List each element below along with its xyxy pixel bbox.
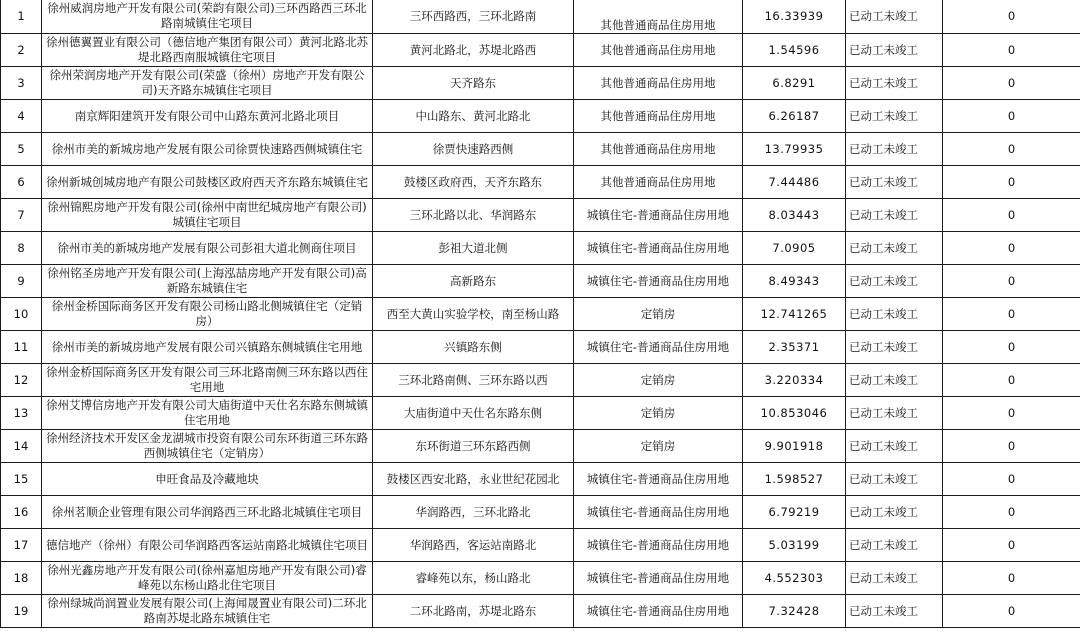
- land-use-cell: 城镇住宅-普通商品住房用地: [574, 232, 743, 265]
- location-cell: 华润路西，客运站南路北: [373, 529, 574, 562]
- row-number-cell: 7: [1, 199, 42, 232]
- value-cell: 0: [943, 232, 1080, 265]
- location-cell: 彭祖大道北侧: [373, 232, 574, 265]
- area-cell: 8.03443: [743, 199, 846, 232]
- table-row: [1, 133, 1080, 166]
- area-cell: 2.35371: [743, 331, 846, 364]
- value-cell: 0: [943, 100, 1080, 133]
- land-use-cell: 定销房: [574, 298, 743, 331]
- project-name-cell: 徐州茗顺企业管理有限公司华润路西三环北路北城镇住宅项目: [42, 496, 373, 529]
- project-name-cell: 徐州金桥国际商务区开发有限公司杨山路北侧城镇住宅（定销房）: [42, 298, 373, 331]
- value-cell: 0: [943, 397, 1080, 430]
- area-cell: 9.901918: [743, 430, 846, 463]
- table-row: [1, 265, 1080, 298]
- table-row: [1, 0, 1080, 34]
- row-number-cell: 15: [1, 463, 42, 496]
- land-use-cell: 其他普通商品住房用地: [574, 166, 743, 199]
- row-number-cell: 8: [1, 232, 42, 265]
- location-cell: 睿峰苑以东，杨山路北: [373, 562, 574, 595]
- land-use-cell: 城镇住宅-普通商品住房用地: [574, 496, 743, 529]
- project-name-cell: 南京辉阳建筑开发有限公司中山路东黄河北路北项目: [42, 100, 373, 133]
- table-row: [1, 232, 1080, 265]
- status-cell: 已动工未竣工: [846, 430, 943, 463]
- row-number-cell: 12: [1, 364, 42, 397]
- area-cell: 6.79219: [743, 496, 846, 529]
- status-cell: 已动工未竣工: [846, 595, 943, 628]
- row-number-cell: 6: [1, 166, 42, 199]
- value-cell: 0: [943, 67, 1080, 100]
- value-cell: 0: [943, 265, 1080, 298]
- status-cell: 已动工未竣工: [846, 232, 943, 265]
- location-cell: 兴镇路东侧: [373, 331, 574, 364]
- location-cell: 黄河北路北，苏堤北路西: [373, 34, 574, 67]
- project-name-cell: 徐州铭圣房地产开发有限公司(上海泓喆房地产开发有限公司)高新路东城镇住宅: [42, 265, 373, 298]
- status-cell: 已动工未竣工: [846, 529, 943, 562]
- location-cell: 三环北路以北、华润路东: [373, 199, 574, 232]
- location-cell: 三环西路西，三环北路南: [373, 0, 574, 34]
- value-cell: 0: [943, 166, 1080, 199]
- row-number-cell: 11: [1, 331, 42, 364]
- land-use-cell: 城镇住宅-普通商品住房用地: [574, 199, 743, 232]
- land-use-cell: 定销房: [574, 430, 743, 463]
- value-cell: 0: [943, 529, 1080, 562]
- status-cell: 已动工未竣工: [846, 0, 943, 34]
- project-name-cell: 徐州市美的新城房地产发展有限公司彭祖大道北侧商住项目: [42, 232, 373, 265]
- location-cell: 三环北路南侧、三环东路以西: [373, 364, 574, 397]
- row-number-cell: 2: [1, 34, 42, 67]
- table-row: [1, 496, 1080, 529]
- location-cell: 东环街道三环东路西侧: [373, 430, 574, 463]
- table-row: [1, 397, 1080, 430]
- row-number-cell: 9: [1, 265, 42, 298]
- row-number-cell: 4: [1, 100, 42, 133]
- table-row: [1, 331, 1080, 364]
- status-cell: 已动工未竣工: [846, 34, 943, 67]
- status-cell: 已动工未竣工: [846, 199, 943, 232]
- area-cell: 7.32428: [743, 595, 846, 628]
- value-cell: 0: [943, 430, 1080, 463]
- land-use-cell: 城镇住宅-普通商品住房用地: [574, 463, 743, 496]
- area-cell: 3.220334: [743, 364, 846, 397]
- project-name-cell: 德信地产（徐州）有限公司华润路西客运站南路北城镇住宅项目: [42, 529, 373, 562]
- project-name-cell: 徐州新城创城房地产有限公司鼓楼区政府西天齐东路东城镇住宅: [42, 166, 373, 199]
- area-cell: 10.853046: [743, 397, 846, 430]
- area-cell: 1.598527: [743, 463, 846, 496]
- table-row: [1, 67, 1080, 100]
- area-cell: 1.54596: [743, 34, 846, 67]
- value-cell: 0: [943, 496, 1080, 529]
- value-cell: 0: [943, 298, 1080, 331]
- table-row: [1, 199, 1080, 232]
- value-cell: 0: [943, 199, 1080, 232]
- row-number-cell: 14: [1, 430, 42, 463]
- table-row: [1, 430, 1080, 463]
- location-cell: 鼓楼区西安北路，永业世纪花园北: [373, 463, 574, 496]
- table-row: [1, 298, 1080, 331]
- land-use-cell: 城镇住宅-普通商品住房用地: [574, 265, 743, 298]
- area-cell: 12.741265: [743, 298, 846, 331]
- project-name-cell: 徐州威润房地产开发有限公司(荣韵有限公司)三环西路西三环北路南城镇住宅项目: [42, 0, 373, 34]
- row-number-cell: 18: [1, 562, 42, 595]
- status-cell: 已动工未竣工: [846, 298, 943, 331]
- location-cell: 西至大黄山实验学校，南至杨山路: [373, 298, 574, 331]
- value-cell: 0: [943, 133, 1080, 166]
- table-row: [1, 166, 1080, 199]
- value-cell: 0: [943, 34, 1080, 67]
- row-number-cell: 1: [1, 0, 42, 34]
- row-number-cell: 17: [1, 529, 42, 562]
- land-use-cell: 城镇住宅-普通商品住房用地: [574, 529, 743, 562]
- table-row: [1, 562, 1080, 595]
- status-cell: 已动工未竣工: [846, 265, 943, 298]
- location-cell: 华润路西，三环北路北: [373, 496, 574, 529]
- land-use-cell: 定销房: [574, 397, 743, 430]
- status-cell: 已动工未竣工: [846, 100, 943, 133]
- land-use-cell: 其他普通商品住房用地: [574, 133, 743, 166]
- project-name-cell: 徐州绿城尚润置业发展有限公司(上海闻晟置业有限公司)二环北路南苏堤北路东城镇住宅: [42, 595, 373, 628]
- status-cell: 已动工未竣工: [846, 166, 943, 199]
- value-cell: 0: [943, 331, 1080, 364]
- value-cell: 0: [943, 463, 1080, 496]
- project-name-cell: 徐州荣润房地产开发有限公司(荣盛（徐州）房地产开发有限公司)天齐路东城镇住宅项目: [42, 67, 373, 100]
- area-cell: 16.33939: [743, 0, 846, 34]
- location-cell: 鼓楼区政府西，天齐东路东: [373, 166, 574, 199]
- area-cell: 6.26187: [743, 100, 846, 133]
- area-cell: 7.0905: [743, 232, 846, 265]
- row-number-cell: 13: [1, 397, 42, 430]
- project-name-cell: 徐州艾博信房地产开发有限公司大庙街道中天仕名东路东侧城镇住宅用地: [42, 397, 373, 430]
- status-cell: 已动工未竣工: [846, 133, 943, 166]
- area-cell: 13.79935: [743, 133, 846, 166]
- row-number-cell: 19: [1, 595, 42, 628]
- table-row: [1, 463, 1080, 496]
- project-name-cell: 徐州光鑫房地产开发有限公司(徐州嘉旭房地产开发有限公司)睿峰苑以东杨山路北住宅项目: [42, 562, 373, 595]
- row-number-cell: 5: [1, 133, 42, 166]
- land-use-cell: 其他普通商品住房用地: [574, 67, 743, 100]
- land-use-cell: 其他普通商品住房用地: [574, 34, 743, 67]
- land-use-cell: 其他普通商品住房用地: [574, 100, 743, 133]
- table-row: [1, 529, 1080, 562]
- row-number-cell: 10: [1, 298, 42, 331]
- project-name-cell: 徐州金桥国际商务区开发有限公司三环北路南侧三环东路以西住宅用地: [42, 364, 373, 397]
- land-use-cell: 定销房: [574, 364, 743, 397]
- project-name-cell: 徐州市美的新城房地产发展有限公司徐贾快速路西侧城镇住宅: [42, 133, 373, 166]
- area-cell: 6.8291: [743, 67, 846, 100]
- location-cell: 徐贾快速路西侧: [373, 133, 574, 166]
- status-cell: 已动工未竣工: [846, 364, 943, 397]
- row-number-cell: 3: [1, 67, 42, 100]
- land-use-cell: 城镇住宅-普通商品住房用地: [574, 331, 743, 364]
- land-use-cell: 城镇住宅-普通商品住房用地: [574, 562, 743, 595]
- land-use-cell: 其他普通商品住房用地: [574, 0, 743, 34]
- area-cell: 4.552303: [743, 562, 846, 595]
- project-name-cell: 徐州锦熙房地产开发有限公司(徐州中南世纪城房地产有限公司)城镇住宅项目: [42, 199, 373, 232]
- value-cell: 0: [943, 364, 1080, 397]
- status-cell: 已动工未竣工: [846, 397, 943, 430]
- location-cell: 大庙街道中天仕名东路东侧: [373, 397, 574, 430]
- project-name-cell: 徐州市美的新城房地产发展有限公司兴镇路东侧城镇住宅用地: [42, 331, 373, 364]
- table-row: [1, 595, 1080, 628]
- location-cell: 天齐路东: [373, 67, 574, 100]
- table-row: [1, 34, 1080, 67]
- table-row: [1, 100, 1080, 133]
- location-cell: 高新路东: [373, 265, 574, 298]
- project-name-cell: 徐州经济技术开发区金龙湖城市投资有限公司东环街道三环东路西侧城镇住宅（定销房）: [42, 430, 373, 463]
- area-cell: 8.49343: [743, 265, 846, 298]
- area-cell: 5.03199: [743, 529, 846, 562]
- status-cell: 已动工未竣工: [846, 562, 943, 595]
- value-cell: 0: [943, 562, 1080, 595]
- status-cell: 已动工未竣工: [846, 331, 943, 364]
- status-cell: 已动工未竣工: [846, 463, 943, 496]
- status-cell: 已动工未竣工: [846, 496, 943, 529]
- value-cell: 0: [943, 595, 1080, 628]
- value-cell: 0: [943, 0, 1080, 34]
- land-use-cell: 城镇住宅-普通商品住房用地: [574, 595, 743, 628]
- project-name-cell: 徐州德翼置业有限公司（德信地产集团有限公司）黄河北路北苏堤北路西南服城镇住宅项目: [42, 34, 373, 67]
- table-row: [1, 364, 1080, 397]
- area-cell: 7.44486: [743, 166, 846, 199]
- location-cell: 二环北路南，苏堤北路东: [373, 595, 574, 628]
- location-cell: 中山路东、黄河北路北: [373, 100, 574, 133]
- project-name-cell: 申旺食品及冷藏地块: [42, 463, 373, 496]
- status-cell: 已动工未竣工: [846, 67, 943, 100]
- row-number-cell: 16: [1, 496, 42, 529]
- table-body: [1, 0, 1080, 628]
